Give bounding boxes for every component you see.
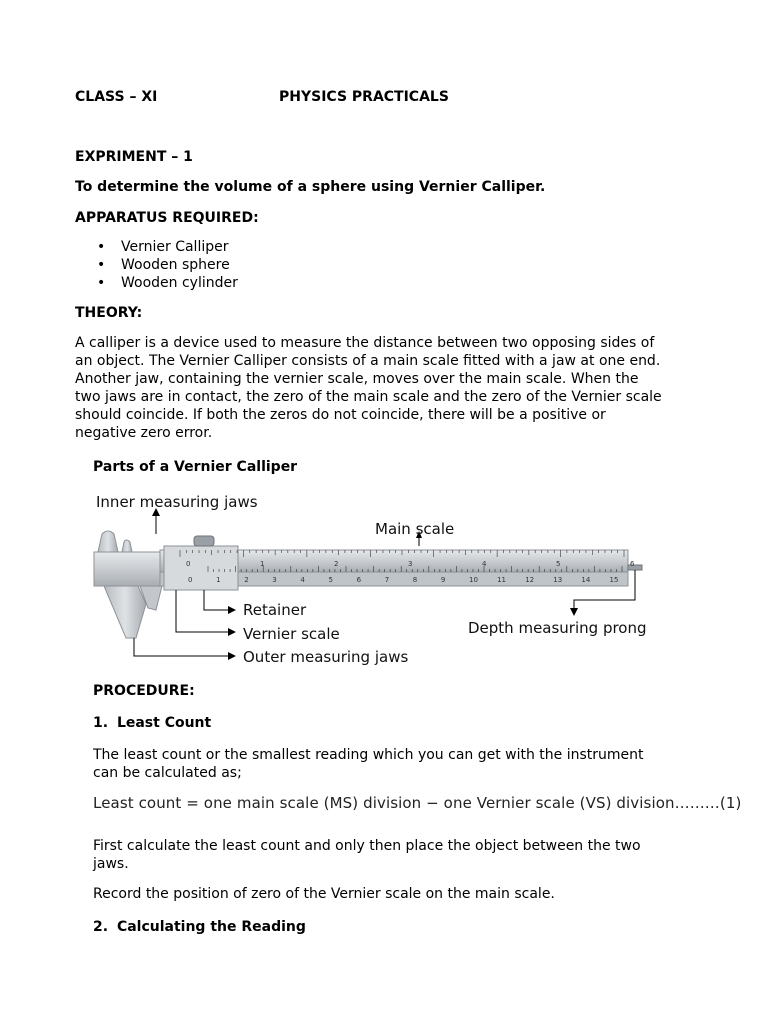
- step2-heading: [93, 918, 306, 936]
- main-scale-number: 3: [408, 560, 413, 568]
- main-scale-number: 6: [630, 560, 635, 568]
- vernier-scale-number: 7: [384, 576, 390, 584]
- label-depth-prong: Depth measuring prong: [468, 619, 647, 637]
- vernier-scale-number: 13: [553, 576, 563, 584]
- list-item: • Wooden sphere: [97, 257, 230, 273]
- label-main-scale: Main scale: [375, 520, 455, 538]
- label-inner-jaws: Inner measuring jaws: [96, 493, 258, 511]
- least-count-formula: Least count = one main scale (MS) division − one Vernier scale (VS) division………(1): [93, 794, 742, 812]
- vernier-scale-number: 12: [525, 576, 535, 584]
- vernier-scale-number: 8: [412, 576, 418, 584]
- vernier-scale-number: 5: [328, 576, 333, 584]
- vernier-calliper-diagram: [88, 486, 688, 670]
- class-label: CLASS – XI: [75, 89, 158, 105]
- arrow-right-icon: [228, 628, 236, 636]
- list-item: • Wooden cylinder: [97, 275, 238, 291]
- experiment-heading: EXPRIMENT – 1: [75, 149, 193, 165]
- page-title: PHYSICS PRACTICALS: [279, 89, 449, 105]
- first-calculate-paragraph: First calculate the least count and only then place the object between the two jaws.: [93, 838, 641, 872]
- outer-jaws-shape: [104, 586, 146, 638]
- main-body: [94, 552, 164, 586]
- vernier-scale-number: 9: [440, 576, 446, 584]
- vernier-scale-number: 15: [609, 576, 619, 584]
- step-title: Least Count: [116, 715, 212, 731]
- bullet-icon: •: [97, 257, 106, 273]
- experiment-aim: To determine the volume of a sphere using Vernier Calliper.: [75, 179, 546, 195]
- record-position-paragraph: Record the position of zero of the Vernier scale on the main scale.: [93, 886, 555, 902]
- calliper-svg: [88, 486, 688, 670]
- main-scale-number: 5: [556, 560, 561, 568]
- label-vernier-scale: Vernier scale: [243, 625, 340, 643]
- main-scale-number: 1: [260, 560, 265, 568]
- main-scale-number: 2: [334, 560, 339, 568]
- retainer-knob: [194, 536, 214, 546]
- vernier-scale-number: 2: [244, 576, 249, 584]
- apparatus-heading: APPARATUS REQUIRED:: [75, 210, 259, 226]
- bullet-icon: •: [97, 239, 106, 255]
- step-title: Calculating the Reading: [116, 919, 306, 935]
- label-retainer: Retainer: [243, 601, 307, 619]
- arrow-right-icon: [228, 606, 236, 614]
- vernier-scale-number: 10: [469, 576, 478, 584]
- step-number: 1.: [93, 715, 109, 731]
- list-item: • Vernier Calliper: [97, 239, 229, 255]
- main-scale-number: 0: [186, 560, 191, 568]
- vernier-scale-number: 3: [272, 576, 277, 584]
- arrow-right-icon: [228, 652, 236, 660]
- vernier-slider: [164, 546, 238, 590]
- bullet-icon: •: [97, 275, 106, 291]
- vernier-scale-number: 6: [356, 576, 362, 584]
- apparatus-list: [75, 238, 238, 292]
- figure-heading: Parts of a Vernier Calliper: [93, 459, 298, 475]
- arrow-down-icon: [570, 608, 578, 616]
- vernier-scale-number: 11: [497, 576, 507, 584]
- theory-heading: THEORY:: [75, 305, 143, 321]
- main-scale-number: 4: [482, 560, 487, 568]
- vernier-scale-number: 4: [300, 576, 305, 584]
- procedure-heading: PROCEDURE:: [93, 683, 195, 699]
- page-header: [75, 88, 695, 108]
- vernier-scale-number: 14: [581, 576, 591, 584]
- vernier-scale-number: 0: [188, 576, 193, 584]
- vernier-scale-number: 1: [216, 576, 221, 584]
- least-count-paragraph: The least count or the smallest reading which you can get with the instrument can be calculated as;: [93, 747, 644, 781]
- label-outer-jaws: Outer measuring jaws: [243, 648, 409, 666]
- inner-jaws-shape: [98, 531, 118, 552]
- step-number: 2.: [93, 919, 109, 935]
- step1-heading: [93, 714, 211, 732]
- theory-paragraph: A calliper is a device used to measure the distance between two opposing sides of an object. The Vernier Calliper consists of a main scale fitted with a jaw at one end. Another jaw, containing the vernier scale, moves over the main scale. When the two jaws are in contact, the zero of the main scale and the zero of the Vernier scale should coincide. If both the zeros do not coincide, there will be a positive or negative zero error.: [75, 335, 662, 441]
